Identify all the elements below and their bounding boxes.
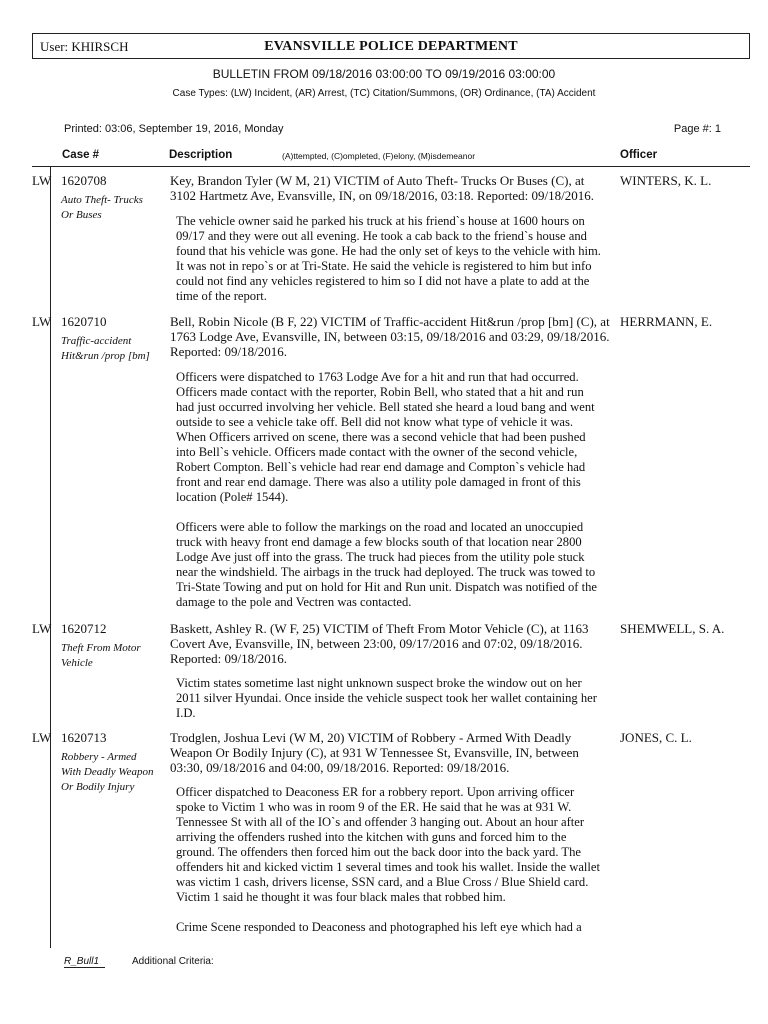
case-category: Theft From Motor Vehicle xyxy=(61,642,141,669)
bulletin-range: BULLETIN FROM 09/18/2016 03:00:00 TO 09/19/2016 03:00:00 xyxy=(212,67,556,81)
column-header-officer: Officer xyxy=(620,149,658,161)
report-code: R_Bull1 xyxy=(64,956,105,968)
narrative-paragraph: Officer dispatched to Deaconess ER for a robbery report. Upon arriving officer spoke to Victim 1 who was in room 9 of the ER. He said that he was at 931 W. Tennessee St with all of the IO`s and offender 3 hanging out. About an hour after arriving the offenders rushed into the kitchen with guns and forced him to the ground. The offenders then forced him out the back door into the back yard. The offenders hit and kicked victim 1 several times and took his wallet. Inside the wallet was victim 1 cash, drivers license, SSN card, and a Blue Cross / Blue Shield card. Victim 1 said he thought it was four black males that robbed him. xyxy=(176,785,600,904)
entry-type: LW xyxy=(32,314,52,329)
entry-type: LW xyxy=(32,730,52,745)
officer-name: WINTERS, K. L. xyxy=(620,173,712,188)
entry-type: LW xyxy=(32,621,52,636)
case-summary: Bell, Robin Nicole (B F, 22) VICTIM of Traffic-accident Hit&run /prop [bm] (C), at 1763 Lodge Ave, Evansville, IN, between 03:15, 09/18/2016 and 03:29, 09/18/2016. Reported: 09/18/2016. xyxy=(170,314,610,359)
case-narrative xyxy=(176,785,602,950)
case-narrative xyxy=(176,676,602,736)
narrative-paragraph: Crime Scene responded to Deaconess and photographed his left eye which had a xyxy=(176,920,582,934)
officer-name: HERRMANN, E. xyxy=(620,314,713,329)
narrative-paragraph: Victim states sometime last night unknown suspect broke the window out on her 2011 silver Hyundai. Once inside the vehicle suspect took her wallet containing her I.D. xyxy=(176,676,597,720)
department-title: EVANSVILLE POLICE DEPARTMENT xyxy=(264,39,518,54)
case-number: 1620713 xyxy=(61,730,107,745)
case-number: 1620708 xyxy=(61,173,107,188)
narrative-paragraph: Officers were dispatched to 1763 Lodge Ave for a hit and run that had occurred. Officers made contact with the reporter, Robin Bell, who stated that a hit and run had just occurred involving her vehicle. Bell stated she heard a loud bang and went outside to see a vehicle take off. Bell did not know what type of vehicle it was. When Officers arrived on scene, there was a second vehicle that had been pushed into Bell`s vehicle. Officers made contact with the owner of the second vehicle, Robert Compton. Bell`s vehicle had rear end damage and Compton`s vehicle had front and rear end damage. There was also a utility pole damaged in front of this location (Pole# 1544). xyxy=(176,370,595,504)
header-rule xyxy=(32,166,750,167)
narrative-paragraph: The vehicle owner said he parked his truck at his friend`s house at 1600 hours on 09/17 and they were out all evening. He took a cab back to the friend`s house and found that his vehicle was gone. He had the only set of keys to the vehicle with him. It was not in repo`s or at Tri-State. He said the vehicle is registered to him but info could not find any vehicles registered to him so I did not have a plate to add at the time of the report. xyxy=(176,214,601,303)
left-margin-rule xyxy=(50,166,51,948)
narrative-paragraph: Officers were able to follow the markings on the road and located an unoccupied truck with heavy front end damage a few blocks south of that location near 2800 Lodge Ave just off into the grass. The truck had pieces from the utility pole stuck near the windshield. The airbags in the truck had deployed. The truck was towed to Tri-State Towing and put on hold for Hit and Run unit. Dispatch was notified of the damage to the pole and Vectren was contacted. xyxy=(176,520,597,609)
page-number: Page #: 1 xyxy=(673,123,721,135)
case-narrative xyxy=(176,214,602,319)
user-label: User: KHIRSCH xyxy=(40,39,129,54)
officer-name: JONES, C. L. xyxy=(620,730,692,745)
case-narrative xyxy=(176,370,602,625)
printed-timestamp: Printed: 03:06, September 19, 2016, Monday xyxy=(64,123,284,135)
case-number: 1620712 xyxy=(61,621,107,636)
case-summary: Trodglen, Joshua Levi (W M, 20) VICTIM of Robbery - Armed With Deadly Weapon Or Bodily Injury (C), at 931 W Tennessee St, Evansville, IN, between 03:30, 09/18/2016 and 04:00, 09/18/2016. Reported: 09/18/2016. xyxy=(170,730,579,775)
case-category: Auto Theft- Trucks Or Buses xyxy=(61,194,143,221)
case-number: 1620710 xyxy=(61,314,107,329)
case-category: Traffic-accident Hit&run /prop [bm] xyxy=(61,335,150,362)
column-header-case: Case # xyxy=(62,149,100,161)
column-header-description: Description xyxy=(169,149,233,161)
officer-name: SHEMWELL, S. A. xyxy=(620,621,725,636)
header-box xyxy=(32,33,750,59)
column-header-legend: (A)ttempted, (C)ompleted, (F)elony, (M)isdemeanor xyxy=(282,151,476,161)
additional-criteria: Additional Criteria: xyxy=(132,956,214,967)
case-types-legend: Case Types: (LW) Incident, (AR) Arrest, (TC) Citation/Summons, (OR) Ordinance, (TA) Accident xyxy=(172,88,596,99)
entry-type: LW xyxy=(32,173,52,188)
case-summary: Key, Brandon Tyler (W M, 21) VICTIM of Auto Theft- Trucks Or Buses (C), at 3102 Hartmetz Ave, Evansville, IN, on 09/18/2016, 03:18. Reported: 09/18/2016. xyxy=(170,173,595,203)
case-summary: Baskett, Ashley R. (W F, 25) VICTIM of Theft From Motor Vehicle (C), at 1163 Covert Ave, Evansville, IN, between 23:00, 09/17/2016 and 07:02, 09/18/2016. Reported: 09/18/2016. xyxy=(170,621,589,666)
case-category: Robbery - Armed With Deadly Weapon Or Bodily Injury xyxy=(61,751,154,793)
